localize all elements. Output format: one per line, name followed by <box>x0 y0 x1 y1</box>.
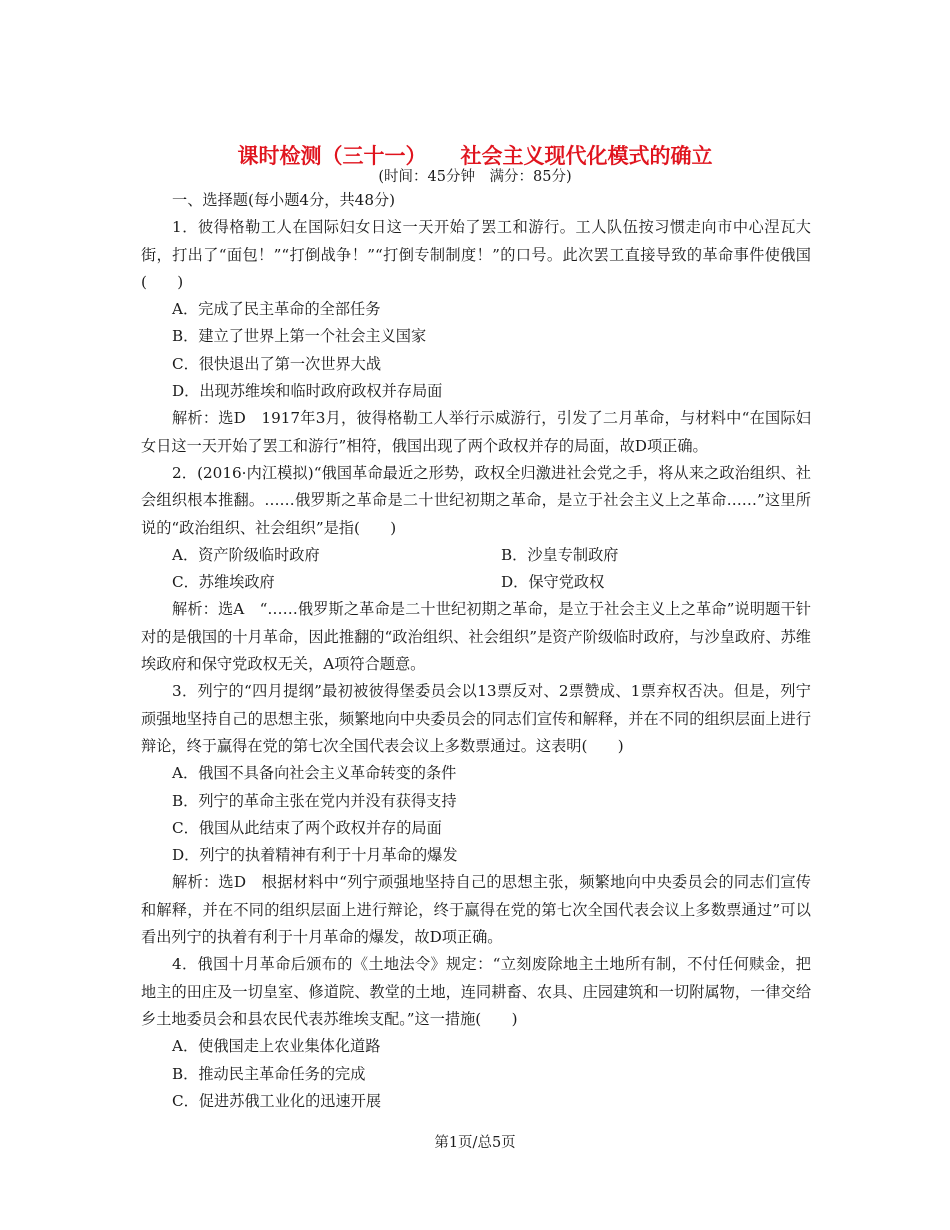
question-stem-4: 4．俄国十月革命后颁布的《土地法令》规定：“立刻废除地主土地所有制，不付任何赎金，把地主的田庄及一切皇室、修道院、教堂的土地，连同耕畜、农具、庄园建筑和一切附属物，一律交给乡土地委员会和县农民代表苏维埃支配。”这一措施( ) <box>141 955 811 1028</box>
option-1a: A．完成了民主革命的全部任务 <box>172 300 381 319</box>
analysis-3: 解析：选D 根据材料中“列宁顽强地坚持自己的思想主张，频繁地向中央委员会的同志们宣传和解释，并在不同的组织层面上进行辩论，终于赢得在党的第七次全国代表会议上多数票通过”可以看出列宁的执着有利于十月革命的爆发，故D项正确。 <box>141 873 811 947</box>
page-title <box>0 143 950 169</box>
time-score-info: (时间：45分钟 满分：85分) <box>378 169 572 185</box>
option-row-2ab <box>141 542 811 569</box>
title-topic: 社会主义现代化模式的确立 <box>460 144 713 168</box>
option-1b: B．建立了世界上第一个社会主义国家 <box>172 327 427 346</box>
option-4a: A．使俄国走上农业集体化道路 <box>172 1037 381 1056</box>
analysis-1: 解析：选D 1917年3月，彼得格勒工人举行示威游行，引发了二月革命，与材料中“在国际妇女日这一天开始了罢工和游行”相符，俄国出现了两个政权并存的局面，故D项正确。 <box>141 409 811 455</box>
section-heading: 一、选择题(每小题4分，共48分) <box>172 191 396 209</box>
option-1d: D．出现苏维埃和临时政府政权并存局面 <box>172 382 443 401</box>
option-4c: C．促进苏俄工业化的迅速开展 <box>172 1091 382 1110</box>
option-1c: C．很快退出了第一次世界大战 <box>172 354 382 373</box>
option-4b: B．推动民主革命任务的完成 <box>172 1064 366 1083</box>
page-number: 第1页/总5页 <box>434 1135 516 1151</box>
option-2c: C．苏维埃政府 <box>172 573 275 592</box>
title-lesson: 课时检测（三十一） <box>237 144 427 168</box>
option-3c: C．俄国从此结束了两个政权并存的局面 <box>172 818 442 837</box>
question-body <box>141 187 811 1115</box>
option-2a: A．资产阶级临时政府 <box>172 545 320 564</box>
option-row-2cd <box>141 569 811 596</box>
option-3d: D．列宁的执着精神有利于十月革命的爆发 <box>172 846 458 865</box>
analysis-2: 解析：选A “……俄罗斯之革命是二十世纪初期之革命，是立于社会主义上之革命”说明题干针对的是俄国的十月革命，因此推翻的“政治组织、社会组织”是资产阶级临时政府，与沙皇政府、苏维埃政府和保守党政权无关，A项符合题意。 <box>141 600 811 674</box>
option-3b: B．列宁的革命主张在党内并没有获得支持 <box>172 791 457 810</box>
question-stem-2: 2．(2016·内江模拟)“俄国革命最近之形势，政权全归激进社会党之手，将从来之政治组织、社会组织根本推翻。……俄罗斯之革命是二十世纪初期之革命，是立于社会主义上之革命……”这里所说的“政治组织、社会组织”是指( ) <box>141 463 811 537</box>
question-stem-3: 3．列宁的“四月提纲”最初被彼得堡委员会以13票反对、2票赞成、1票弃权否决。但是，列宁顽强地坚持自己的思想主张，频繁地向中央委员会的同志们宣传和解释，并在不同的组织层面上进行辩论，终于赢得在党的第七次全国代表会议上多数票通过。这表明( ) <box>141 682 811 755</box>
option-2b: B．沙皇专制政府 <box>501 545 619 564</box>
question-stem-1: 1．彼得格勒工人在国际妇女日这一天开始了罢工和游行。工人队伍按习惯走向市中心涅瓦大街，打出了“面包！”“打倒战争！”“打倒专制制度！”的口号。此次罢工直接导致的革命事件使俄国( ) <box>141 218 811 291</box>
option-2d: D．保守党政权 <box>501 573 605 592</box>
option-3a: A．俄国不具备向社会主义革命转变的条件 <box>172 764 457 783</box>
